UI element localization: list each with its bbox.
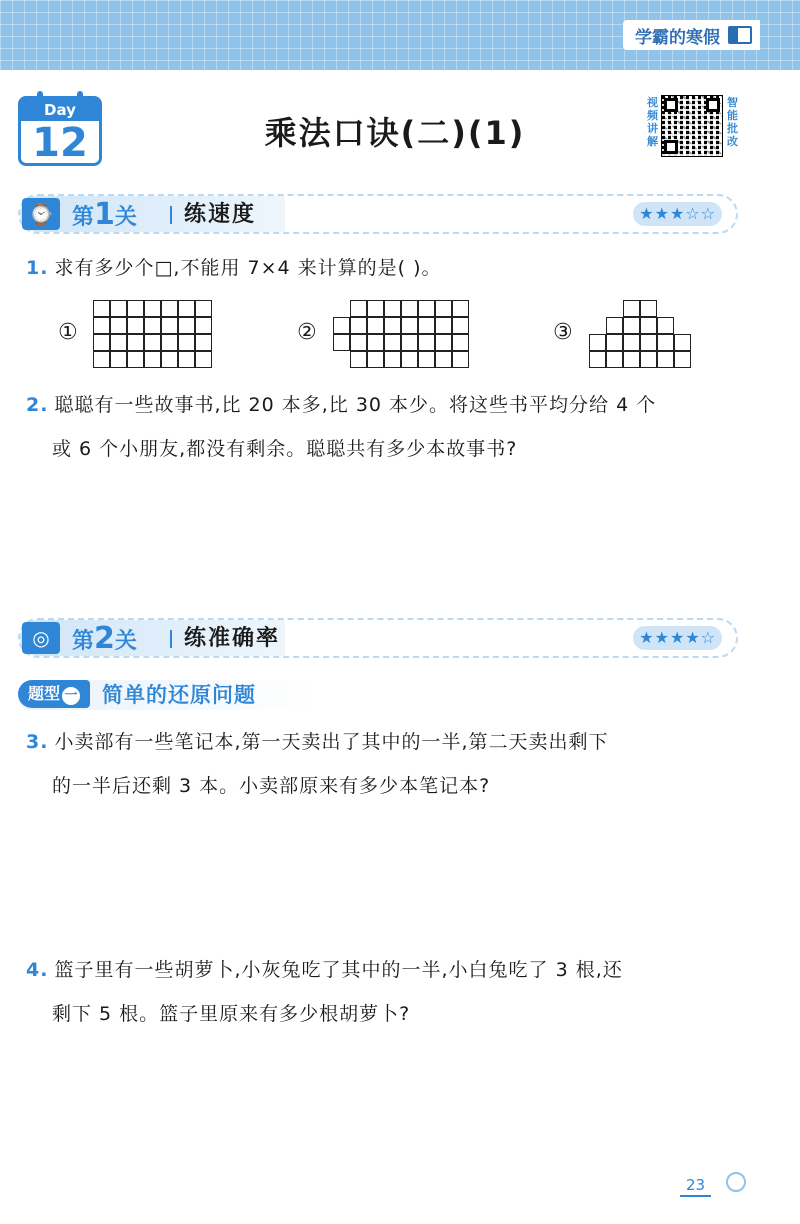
lesson-title: 乘法口诀(二)(1) (264, 114, 526, 152)
grid-cell (435, 351, 452, 368)
grid-cell (640, 300, 657, 317)
grid-cell (110, 300, 127, 317)
grid-cell (350, 334, 367, 351)
grid-cell (401, 351, 418, 368)
grid-cell (350, 351, 367, 368)
grid-cell (178, 300, 195, 317)
grid-cell (178, 334, 195, 351)
grid-cell (435, 334, 452, 351)
grid-figure-2 (333, 300, 470, 369)
grid-cell (657, 334, 674, 351)
grid-cell (640, 317, 657, 334)
grid-cell (367, 351, 384, 368)
grid-cell (127, 351, 144, 368)
grid-cell (401, 334, 418, 351)
question-type-header (18, 678, 256, 710)
grid-cell (161, 317, 178, 334)
grid-cell (144, 317, 161, 334)
day-number: 12 (32, 120, 88, 166)
grid-cell (161, 334, 178, 351)
qr-left-text: 视频讲解 (647, 96, 658, 148)
section-name: 练速度 (184, 202, 257, 227)
qr-block[interactable] (647, 96, 739, 158)
page-number: 23 (680, 1176, 711, 1197)
series-title: 学霸的寒假 (635, 27, 720, 48)
grid-cell (452, 317, 469, 334)
grid-cell (384, 300, 401, 317)
speedometer-icon: ⌚ (22, 198, 60, 230)
grid-cell (452, 351, 469, 368)
grid-cell (384, 317, 401, 334)
section-name: 练准确率 (184, 626, 281, 651)
grid-cell (127, 334, 144, 351)
qr-code-icon[interactable] (662, 96, 722, 156)
grid-cell (640, 351, 657, 368)
grid-cell (657, 317, 674, 334)
grid-cell (367, 334, 384, 351)
section-banner-2 (18, 618, 738, 658)
grid-cell (178, 317, 195, 334)
qr-right-text: 智能批改 (727, 96, 738, 148)
figure-label-2: ② (297, 320, 317, 345)
question-type-title: 简单的还原问题 (102, 683, 257, 707)
section-banner-1 (18, 194, 738, 234)
grid-cell (452, 334, 469, 351)
grid-cell (333, 317, 350, 334)
difficulty-stars: ★★★☆☆ (633, 202, 722, 226)
grid-figure-3 (589, 300, 692, 369)
grid-cell (350, 300, 367, 317)
grid-cell (110, 334, 127, 351)
grid-cell (161, 351, 178, 368)
grid-cell (589, 351, 606, 368)
figure-label-3: ③ (553, 320, 573, 345)
grid-cell (367, 300, 384, 317)
grid-cell (195, 334, 212, 351)
target-icon: ◎ (22, 622, 60, 654)
grid-cell (418, 351, 435, 368)
grid-figure-1 (93, 300, 213, 369)
grid-cell (333, 334, 350, 351)
grid-cell (623, 351, 640, 368)
figure-label-1: ① (58, 320, 78, 345)
grid-cell (110, 351, 127, 368)
question-3: 3. 小卖部有一些笔记本,第一天卖出了其中的一半,第二天卖出剩下 的一半后还剩 3 本。小卖部原来有多少本笔记本? (26, 731, 609, 797)
level-label: 第1关 (72, 197, 137, 232)
grid-cell (606, 317, 623, 334)
grid-cell (93, 300, 110, 317)
grid-cell (384, 351, 401, 368)
grid-cell (93, 334, 110, 351)
grid-cell (93, 317, 110, 334)
grid-cell (144, 351, 161, 368)
grid-cell (674, 334, 691, 351)
question-2: 2. 聪聪有一些故事书,比 20 本多,比 30 本少。将这些书平均分给 4 个 或 6 个小朋友,都没有剩余。聪聪共有多少本故事书? (26, 394, 657, 460)
grid-cell (401, 300, 418, 317)
grid-cell (127, 317, 144, 334)
sun-icon (726, 1172, 746, 1192)
book-icon (728, 26, 752, 44)
day-badge (18, 96, 102, 166)
grid-cell (418, 334, 435, 351)
grid-cell (452, 300, 469, 317)
grid-cell (367, 317, 384, 334)
grid-cell (657, 351, 674, 368)
grid-cell (93, 351, 110, 368)
grid-cell (110, 317, 127, 334)
grid-cell (178, 351, 195, 368)
series-tag (623, 20, 760, 50)
question-4: 4. 篮子里有一些胡萝卜,小灰兔吃了其中的一半,小白兔吃了 3 根,还 剩下 5 根。篮子里原来有多少根胡萝卜? (26, 959, 623, 1025)
grid-cell (161, 300, 178, 317)
grid-cell (623, 334, 640, 351)
grid-cell (623, 300, 640, 317)
grid-cell (127, 300, 144, 317)
grid-cell (674, 351, 691, 368)
grid-cell (589, 334, 606, 351)
grid-cell (195, 351, 212, 368)
grid-cell (435, 317, 452, 334)
grid-cell (418, 300, 435, 317)
grid-cell (606, 351, 623, 368)
grid-cell (401, 317, 418, 334)
grid-cell (350, 317, 367, 334)
level-label: 第2关 (72, 621, 137, 656)
grid-cell (435, 300, 452, 317)
grid-cell (384, 334, 401, 351)
question-type-tag: 题型 一 (18, 680, 90, 708)
difficulty-stars: ★★★★☆ (633, 626, 722, 650)
day-label: Day (21, 99, 99, 121)
grid-cell (640, 334, 657, 351)
grid-cell (418, 317, 435, 334)
grid-cell (623, 317, 640, 334)
grid-cell (144, 334, 161, 351)
grid-cell (144, 300, 161, 317)
grid-cell (195, 317, 212, 334)
grid-cell (606, 334, 623, 351)
grid-cell (195, 300, 212, 317)
question-1: 1. 求有多少个□,不能用 7×4 来计算的是( )。 (26, 257, 442, 279)
